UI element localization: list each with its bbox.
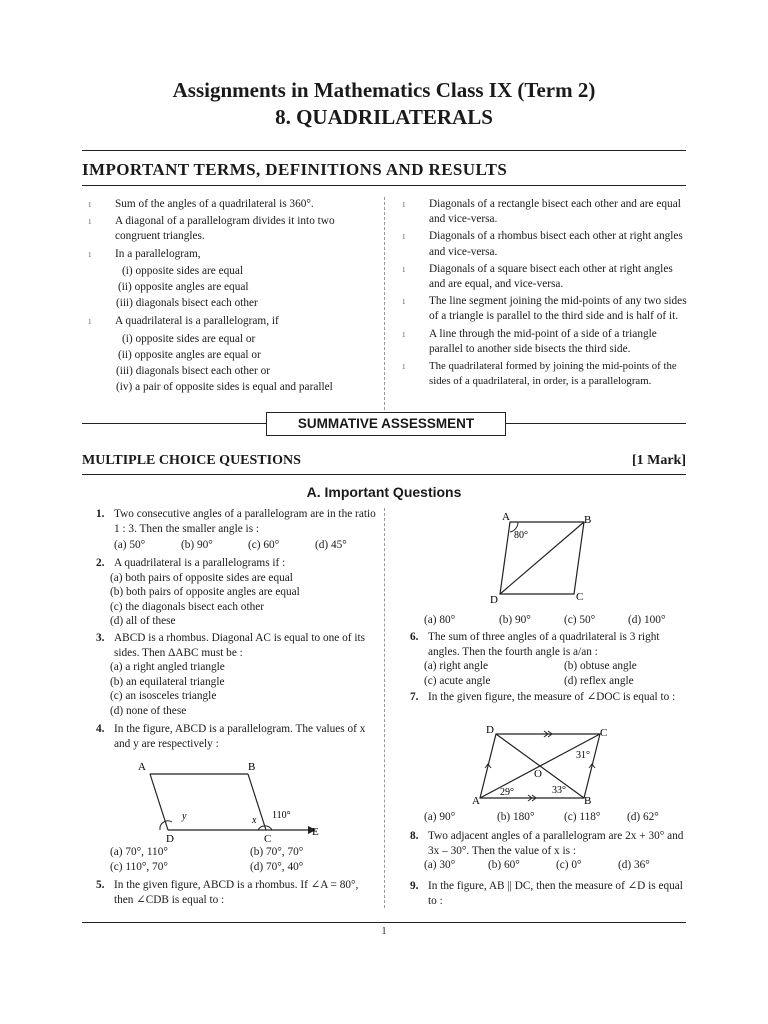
option: (a) 80° — [424, 614, 456, 626]
question-7 — [410, 690, 686, 705]
question-number: 9. — [410, 880, 419, 892]
term-text: Diagonals of a rectangle bisect each other and are equal and vice-versa. — [429, 198, 681, 226]
question-text: Two adjacent angles of a parallelogram are 2x + 30° and 3x – 30°. Then the value of x is : — [428, 830, 684, 857]
question-text: In the figure, ABCD is a parallelogram. The values of x and y are respectively : — [114, 723, 366, 750]
fig7-label-c: C — [600, 727, 608, 739]
fig7-label-a: A — [472, 795, 480, 807]
term-subitem: (ii) opposite angles are equal — [118, 281, 249, 294]
option: (b) 180° — [497, 811, 535, 823]
term-item — [396, 359, 688, 389]
option: (c) an isosceles triangle — [110, 690, 217, 702]
mcq-heading: MULTIPLE CHOICE QUESTIONS — [82, 453, 301, 468]
document-title: Assignments in Mathematics Class IX (Term 2) — [172, 78, 596, 102]
figure-rhombus-q5 — [480, 510, 610, 608]
option: (b) 60° — [488, 859, 520, 871]
question-8 — [410, 829, 686, 873]
option: (b) 70°, 70° — [250, 846, 304, 858]
fig5-label-c: C — [576, 591, 584, 603]
option: (b) both pairs of opposite angles are equal — [110, 586, 300, 598]
fig4-angle-label: 110° — [272, 810, 291, 821]
term-subitem: (iv) a pair of opposite sides is equal and parallel — [116, 381, 333, 394]
fig7-label-b: B — [584, 795, 592, 807]
question-4 — [96, 722, 376, 751]
option: (a) 50° — [114, 539, 146, 551]
fig4-label-d: D — [166, 833, 174, 844]
option: (a) right angle — [424, 660, 488, 672]
question-text: In the given figure, ABCD is a rhombus. If ∠A = 80°, then ∠CDB is equal to : — [114, 879, 359, 906]
question-7-options — [424, 810, 690, 825]
option: (c) the diagonals bisect each other — [110, 600, 265, 613]
fig4-label-a: A — [138, 761, 146, 773]
question-number: 6. — [410, 631, 419, 643]
terms-right-column — [396, 197, 688, 391]
column-divider — [384, 197, 385, 410]
mcq-rule — [82, 474, 686, 475]
term-item — [82, 247, 378, 262]
term-text: Diagonals of a rhombus bisect each other at right angles and vice-versa. — [429, 230, 683, 258]
bullet-marker: 1 — [88, 218, 92, 227]
section-rule — [82, 185, 686, 186]
term-item — [396, 197, 688, 227]
question-number: 4. — [96, 723, 105, 735]
option: (d) none of these — [110, 704, 187, 717]
important-questions-heading: A. Important Questions — [306, 484, 462, 500]
page-number: 1 — [381, 926, 387, 937]
term-subitem: (i) opposite sides are equal — [122, 264, 244, 277]
option: (d) 45° — [315, 539, 347, 551]
option: (d) 36° — [618, 859, 650, 871]
fig5-label-d: D — [490, 594, 498, 606]
option: (c) 0° — [556, 859, 582, 871]
option: (a) a right angled triangle — [110, 661, 225, 673]
term-item — [396, 229, 688, 259]
question-5-options — [424, 613, 690, 628]
option: (d) 70°, 40° — [250, 860, 304, 873]
fig7-angle-31: 31° — [576, 750, 590, 761]
term-item — [82, 314, 378, 329]
fig5-label-b: B — [584, 514, 592, 526]
term-item — [396, 262, 688, 292]
term-subitem: (iii) diagonals bisect each other or — [116, 365, 271, 378]
question-column-divider — [384, 508, 385, 908]
question-text: A quadrilateral is a parallelograms if : — [114, 557, 286, 569]
question-number: 1. — [96, 508, 105, 520]
term-item — [396, 294, 688, 324]
fig4-label-e: E — [312, 826, 319, 838]
term-text: Diagonals of a square bisect each other at right angles and are equal, and vice-versa. — [429, 262, 673, 291]
bullet-marker: 1 — [402, 233, 406, 242]
option: (a) 70°, 110° — [110, 846, 168, 858]
question-number: 7. — [410, 691, 419, 703]
option: (c) 118° — [564, 811, 601, 823]
question-number: 5. — [96, 879, 105, 891]
term-item — [396, 327, 688, 357]
fig5-angle-label: 80° — [514, 530, 528, 541]
option: (c) 60° — [248, 539, 280, 551]
fig7-angle-33: 33° — [552, 785, 566, 796]
question-6 — [410, 630, 686, 688]
term-subitem: (ii) opposite angles are equal or — [118, 348, 261, 361]
option: (d) 62° — [627, 811, 659, 823]
question-5 — [96, 878, 376, 907]
section-title: IMPORTANT TERMS, DEFINITIONS AND RESULTS — [82, 160, 508, 179]
terms-left-column — [82, 197, 378, 396]
question-text: In the figure, AB || DC, then the measure of ∠D is equal to : — [428, 880, 683, 907]
term-text: In a parallelogram, — [115, 247, 201, 260]
option: (b) an equilateral triangle — [110, 675, 225, 688]
top-rule — [82, 150, 686, 151]
fig4-label-c: C — [264, 833, 272, 844]
option: (d) all of these — [110, 615, 176, 627]
question-text: ABCD is a rhombus. Diagonal AC is equal to one of its sides. Then ΔABC must be : — [114, 632, 366, 659]
bullet-marker: 1 — [88, 201, 92, 209]
option: (d) 100° — [628, 614, 666, 626]
question-text: The sum of three angles of a quadrilateral is 3 right angles. Then the fourth angle is a/an : — [428, 631, 660, 658]
option: (a) both pairs of opposite sides are equal — [110, 571, 293, 584]
option: (c) 50° — [564, 614, 596, 626]
term-text: The line segment joining the mid-points of any two sides of a triangle is parallel to the third side and is half of it. — [429, 295, 687, 323]
option: (b) obtuse angle — [564, 660, 637, 672]
term-subitem: (iii) diagonals bisect each other — [116, 297, 258, 310]
term-text: A line through the mid-point of a side of a triangle parallel to another side bisects the third side. — [429, 327, 657, 355]
mcq-marks: [1 Mark] — [631, 453, 686, 468]
question-number: 3. — [96, 632, 105, 644]
option: (b) 90° — [181, 539, 213, 551]
question-3 — [96, 631, 376, 718]
fig5-label-a: A — [502, 511, 510, 523]
question-1 — [96, 507, 376, 553]
term-item — [82, 214, 378, 244]
option: (d) reflex angle — [564, 674, 634, 687]
fig4-label-x: x — [252, 815, 257, 826]
term-text: A diagonal of a parallelogram divides it into two congruent triangles. — [115, 215, 335, 243]
bullet-marker: 1 — [402, 330, 406, 339]
question-number: 8. — [410, 830, 419, 842]
term-text: Sum of the angles of a quadrilateral is 360°. — [115, 198, 314, 210]
option: (a) 30° — [424, 859, 456, 871]
question-4-options — [110, 845, 376, 874]
footer-rule — [82, 922, 686, 923]
fig7-label-o: O — [534, 768, 542, 780]
bullet-marker: 1 — [88, 250, 92, 259]
fig4-label-b: B — [248, 761, 256, 773]
option: (a) 90° — [424, 811, 456, 823]
fig4-label-y: y — [182, 811, 187, 822]
bullet-marker: 1 — [88, 318, 92, 327]
summative-assessment-box: SUMMATIVE ASSESSMENT — [266, 412, 506, 436]
term-text: A quadrilateral is a parallelogram, if — [115, 315, 279, 328]
figure-parallelogram-q4 — [130, 758, 330, 844]
bullet-marker: 1 — [402, 201, 406, 209]
bullet-marker: 1 — [402, 363, 406, 372]
question-number: 2. — [96, 557, 105, 569]
option: (b) 90° — [499, 614, 531, 626]
bullet-marker: 1 — [402, 298, 406, 307]
question-text: Two consecutive angles of a parallelogram are in the ratio 1 : 3. Then the smaller angle is : — [114, 508, 376, 535]
option: (c) 110°, 70° — [110, 860, 168, 873]
option: (c) acute angle — [424, 674, 491, 687]
term-item — [82, 197, 378, 212]
fig7-angle-29: 29° — [500, 787, 514, 798]
bullet-marker: 1 — [402, 265, 406, 274]
question-9 — [410, 879, 686, 908]
chapter-title: 8. QUADRILATERALS — [275, 105, 493, 129]
question-text: In the given figure, the measure of ∠DOC is equal to : — [428, 691, 676, 703]
term-text: The quadrilateral formed by joining the mid-points of the sides of a quadrilateral, in order, is a parallelogram. — [429, 360, 677, 388]
figure-parallelogram-q7 — [466, 724, 616, 810]
fig7-label-d: D — [486, 724, 494, 736]
question-2 — [96, 556, 376, 629]
term-subitem: (i) opposite sides are equal or — [122, 332, 256, 345]
